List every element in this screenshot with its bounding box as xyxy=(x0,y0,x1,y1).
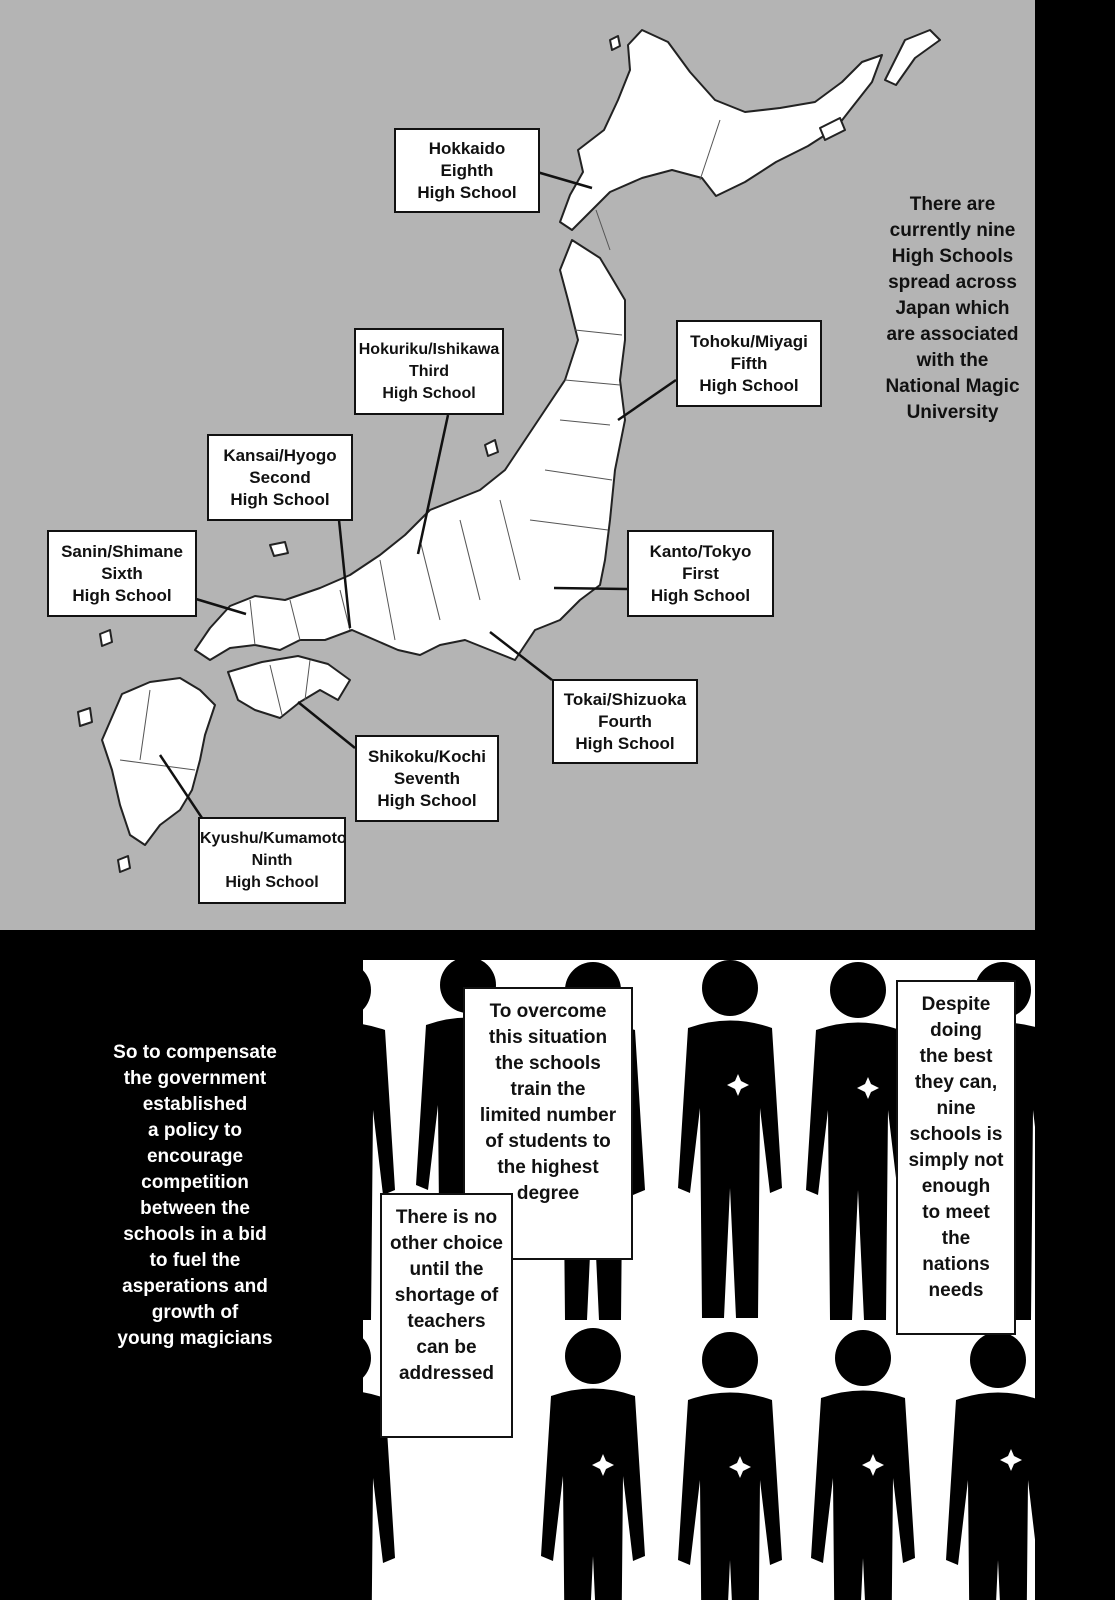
caption-line: to fuel the xyxy=(149,1250,241,1271)
intro-caption xyxy=(870,192,1035,426)
label-line: High School xyxy=(650,585,751,605)
caption-line: encourage xyxy=(146,1146,244,1167)
students-panel xyxy=(363,960,1035,1600)
bubble-line: needs xyxy=(928,1280,984,1301)
label-sanin xyxy=(47,530,197,617)
bubble-line: they can, xyxy=(914,1072,998,1093)
label-line: Ninth xyxy=(251,851,293,869)
caption-line: the government xyxy=(123,1068,267,1089)
label-line: High School xyxy=(382,384,476,402)
label-line: Kansai/Hyogo xyxy=(223,445,337,465)
person-silhouette-icon xyxy=(678,1332,782,1600)
person-silhouette-icon xyxy=(946,1332,1035,1600)
label-hokkaido xyxy=(394,128,540,213)
caption-line: established xyxy=(142,1094,248,1115)
intro-line: with the xyxy=(916,350,989,371)
intro-line: High Schools xyxy=(891,246,1014,267)
bubble-line: addressed xyxy=(398,1363,495,1384)
bubble-line: train the xyxy=(510,1079,586,1100)
person-silhouette-icon xyxy=(541,1328,645,1600)
bubble-line: this situation xyxy=(488,1027,608,1048)
label-line: Seventh xyxy=(393,768,461,788)
leader-tohoku xyxy=(618,380,676,420)
label-line: High School xyxy=(377,790,477,810)
leader-shikoku xyxy=(298,702,355,748)
intro-line: There are xyxy=(909,194,996,215)
caption-line: schools in a bid xyxy=(123,1224,267,1245)
intro-line: are associated xyxy=(886,324,1019,345)
policy-caption xyxy=(95,1040,295,1352)
label-line: Sixth xyxy=(101,563,143,583)
label-line: High School xyxy=(225,873,319,891)
bubble-line: limited number xyxy=(479,1105,617,1126)
bubble-line: shortage of xyxy=(394,1285,499,1306)
bubble-line: simply not xyxy=(908,1150,1004,1171)
label-line: Shikoku/Kochi xyxy=(367,746,487,766)
bubble-line: nine xyxy=(936,1098,976,1119)
label-hokuriku xyxy=(354,328,504,415)
intro-line: University xyxy=(906,402,999,423)
bubble-line: until the xyxy=(409,1259,484,1280)
bubble-line: schools is xyxy=(909,1124,1003,1145)
caption-line: young magicians xyxy=(117,1328,273,1349)
bubble-line: other choice xyxy=(390,1233,503,1254)
bubble-line: There is no xyxy=(395,1207,498,1228)
intro-line: currently nine xyxy=(889,220,1016,241)
label-line: High School xyxy=(417,182,517,202)
caption-line: a policy to xyxy=(148,1120,242,1141)
caption-line: between the xyxy=(140,1198,250,1219)
bubble-despite xyxy=(896,980,1016,1335)
label-kansai xyxy=(207,434,353,521)
intro-line: National Magic xyxy=(885,376,1020,397)
shikoku-island xyxy=(228,656,350,718)
label-line: High School xyxy=(575,733,675,753)
label-line: Tokai/Shizuoka xyxy=(563,689,687,709)
bubble-line: to meet xyxy=(922,1202,990,1223)
bubble-line: teachers xyxy=(407,1311,486,1332)
bubble-line: To overcome xyxy=(489,1001,607,1022)
caption-line: asperations and xyxy=(122,1276,268,1297)
label-tohoku xyxy=(676,320,822,407)
intro-line: Japan which xyxy=(895,298,1010,319)
label-line: First xyxy=(682,563,719,583)
intro-line: spread across xyxy=(888,272,1017,293)
label-line: Third xyxy=(409,362,449,380)
label-line: Fourth xyxy=(598,711,652,731)
label-line: High School xyxy=(230,489,330,509)
label-line: Fifth xyxy=(730,353,768,373)
bubble-line: of students to xyxy=(485,1131,611,1152)
label-line: Kanto/Tokyo xyxy=(649,541,752,561)
label-tokai xyxy=(552,679,698,764)
bubble-line: the best xyxy=(919,1046,993,1067)
label-kanto xyxy=(627,530,774,617)
label-line: High School xyxy=(72,585,172,605)
label-kyushu xyxy=(198,817,346,904)
label-line: Sanin/Shimane xyxy=(61,541,183,561)
bubble-line: the xyxy=(941,1228,971,1249)
caption-line: growth of xyxy=(151,1302,239,1323)
person-silhouette-icon xyxy=(806,962,910,1320)
bubble-line: enough xyxy=(921,1176,991,1197)
label-line: Second xyxy=(249,467,311,487)
bubble-line: degree xyxy=(516,1183,580,1204)
bubble-line: Despite xyxy=(921,994,991,1015)
label-line: Hokuriku/Ishikawa xyxy=(358,340,500,358)
label-line: Hokkaido xyxy=(428,138,506,158)
label-line: Tohoku/Miyagi xyxy=(690,331,808,351)
label-line: Kyushu/Kumamoto xyxy=(200,829,347,847)
right-border xyxy=(1035,0,1115,1600)
label-line: Eighth xyxy=(440,160,494,180)
label-line: High School xyxy=(699,375,799,395)
caption-line: So to compensate xyxy=(113,1042,277,1063)
bubble-line: nations xyxy=(922,1254,990,1275)
label-shikoku xyxy=(355,735,499,822)
person-silhouette-icon xyxy=(678,960,782,1318)
bubble-line: the highest xyxy=(497,1157,599,1178)
bubble-line: the schools xyxy=(495,1053,601,1074)
bubble-line: can be xyxy=(416,1337,477,1358)
leader-kanto xyxy=(554,588,627,589)
bubble-line: doing xyxy=(930,1020,982,1041)
caption-line: competition xyxy=(141,1172,249,1193)
bubble-no-choice xyxy=(380,1193,513,1438)
